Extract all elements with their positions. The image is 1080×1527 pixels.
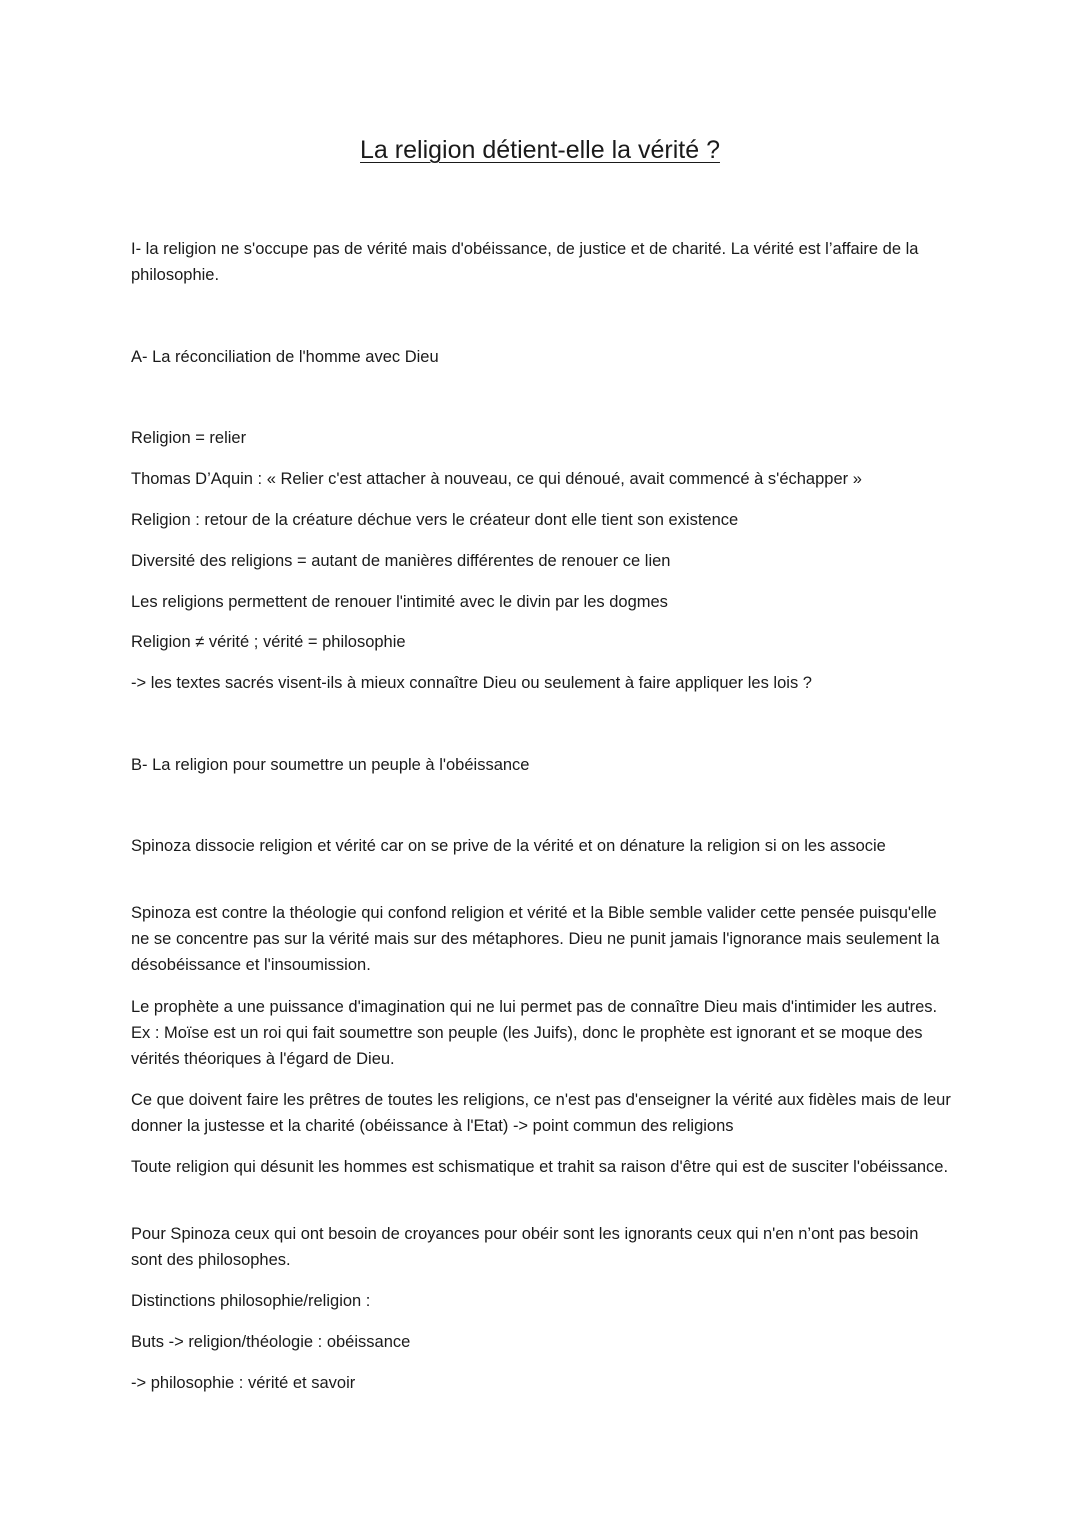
paragraph-goals-religion: Buts -> religion/théologie : obéissance	[131, 1333, 411, 1351]
paragraph-diversity: Diversité des religions = autant de manières différentes de renouer ce lien	[131, 552, 671, 570]
paragraph-thomas-aquin: Thomas D’Aquin : « Relier c'est attacher à nouveau, ce qui dénoué, avait commencé à s'échapper »	[131, 470, 862, 488]
paragraph-religion-definition: Religion = relier	[131, 429, 247, 447]
document-title-text: La religion détient-elle la vérité ?	[360, 136, 720, 164]
paragraph-distinctions: Distinctions philosophie/religion :	[131, 1292, 371, 1310]
paragraph-religion-return: Religion : retour de la créature déchue vers le créateur dont elle tient son existence	[131, 511, 739, 529]
section-heading-a: A- La réconciliation de l'homme avec Dieu	[131, 348, 439, 366]
paragraph-priests: Ce que doivent faire les prêtres de toutes les religions, ce n'est pas d'enseigner la vérité aux fidèles mais de leur donner la justesse et la charité (obéissance à l'Etat) -> point commun des religions	[131, 1091, 951, 1135]
paragraph-prophet: Le prophète a une puissance d'imagination qui ne lui permet pas de connaître Dieu mais d'intimider les autres. Ex : Moïse est un roi qui fait soumettre son peuple (les Juifs), donc le prophète est ignorant et se moque des vérités théoriques à l'égard de Dieu.	[131, 998, 938, 1068]
paragraph-spinoza-theology: Spinoza est contre la théologie qui confond religion et vérité et la Bible semble valider cette pensée puisqu'elle ne se concentre pas sur la vérité mais sur des métaphores. Dieu ne punit jamais l'ignorance mais seulement la désobéissance et l'insoumission.	[131, 904, 940, 974]
paragraph-goals-philosophy: -> philosophie : vérité et savoir	[131, 1374, 356, 1392]
paragraph-sacred-texts-question: -> les textes sacrés visent-ils à mieux connaître Dieu ou seulement à faire appliquer les lois ?	[131, 674, 812, 692]
paragraph-schismatic: Toute religion qui désunit les hommes est schismatique et trahit sa raison d'être qui est de susciter l'obéissance.	[131, 1158, 949, 1176]
paragraph-spinoza-dissociation: Spinoza dissocie religion et vérité car on se prive de la vérité et on dénature la religion si on les associe	[131, 837, 886, 855]
paragraph-intro: I- la religion ne s'occupe pas de vérité mais d'obéissance, de justice et de charité. La vérité est l’affaire de la philosophie.	[131, 240, 919, 284]
paragraph-religion-vs-truth: Religion ≠ vérité ; vérité = philosophie	[131, 633, 406, 651]
section-heading-b: B- La religion pour soumettre un peuple à l'obéissance	[131, 756, 530, 774]
paragraph-believers: Pour Spinoza ceux qui ont besoin de croyances pour obéir sont les ignorants ceux qui n'en n’ont pas besoin sont des philosophes.	[131, 1225, 919, 1269]
paragraph-intimacy: Les religions permettent de renouer l'intimité avec le divin par les dogmes	[131, 593, 668, 611]
document-title	[0, 133, 1080, 167]
